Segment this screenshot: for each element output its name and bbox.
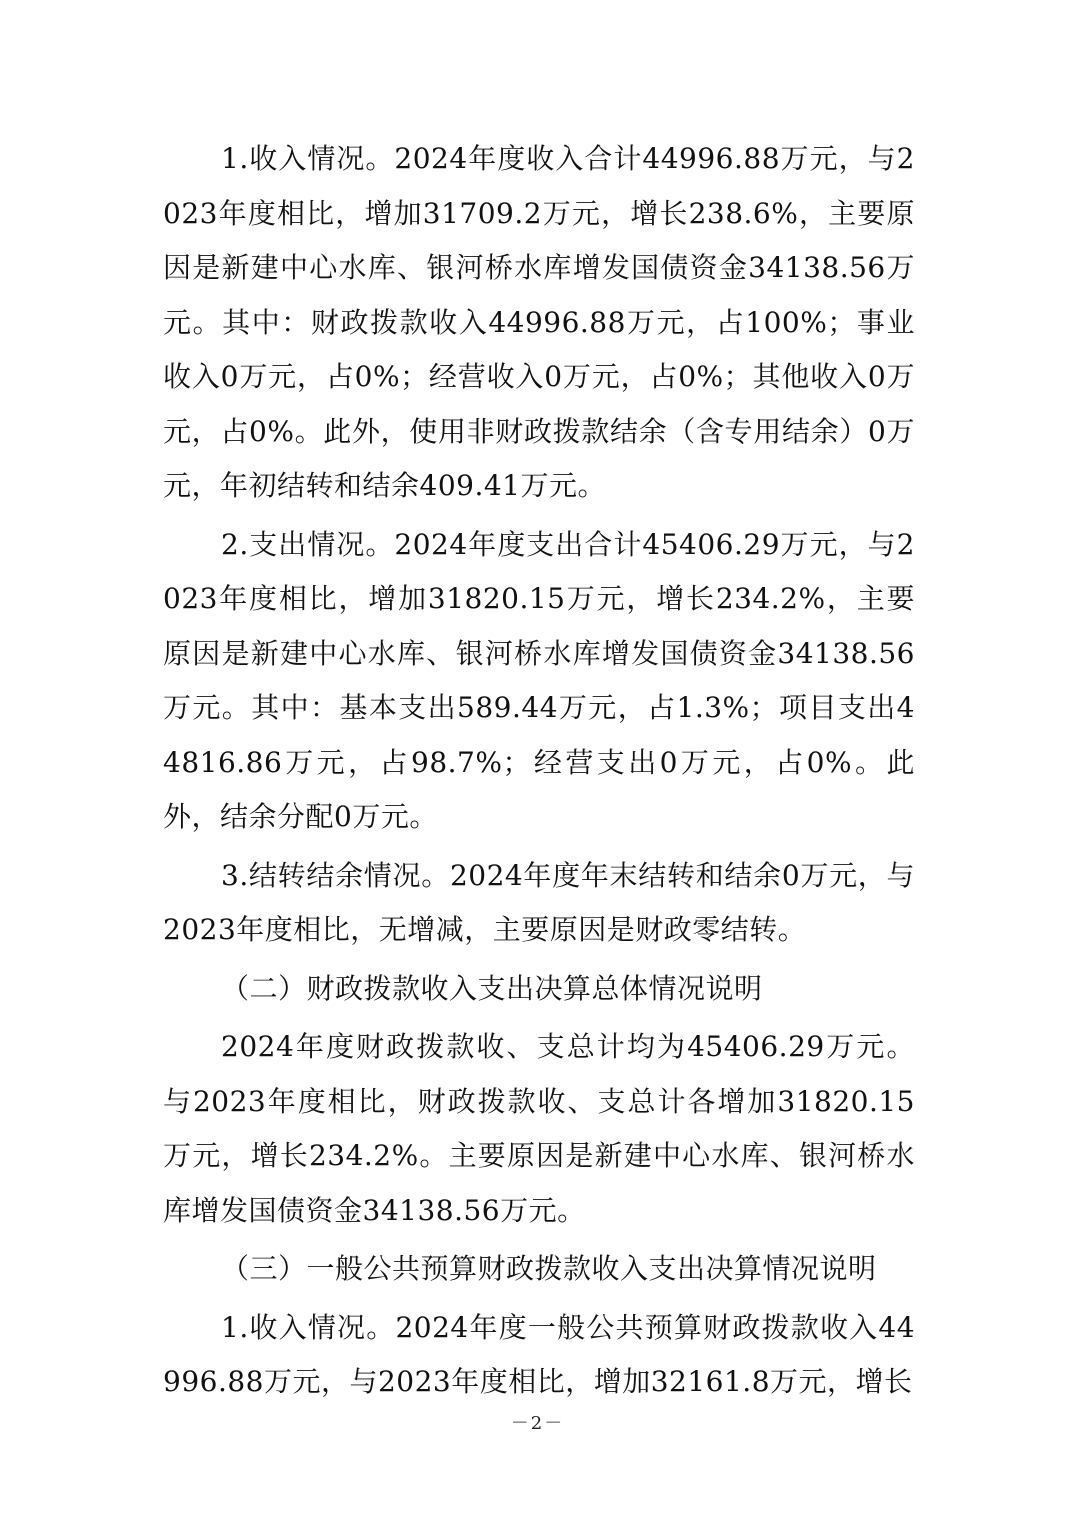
paragraph-lead: 2.支出情况。: [221, 527, 395, 561]
paragraph-lead: 3.结转结余情况。: [221, 858, 450, 892]
paragraph-text: 2024年度年末结转和结余0万元，与2023年度相比，无增减，主要原因是财政零结转。: [163, 858, 916, 946]
paragraph-text: 2024年度一般公共预算财政拨款收入44996.88万元，与2023年度相比，增加32161.8万元，增长: [163, 1310, 916, 1398]
paragraph-carryover: [163, 849, 915, 958]
paragraph-lead: 1.收入情况。: [221, 1310, 396, 1344]
document-body: [163, 132, 915, 1414]
paragraph-section3-income: [163, 1301, 915, 1410]
paragraph-expenditure: [163, 518, 915, 845]
section-heading-2: （二）财政拨款收入支出决算总体情况说明: [221, 971, 763, 1005]
page-number: －2－: [510, 1413, 565, 1434]
paragraph-text: 2024年度收入合计44996.88万元，与2023年度相比，增加31709.2万元，增长238.6%，主要原因是新建中心水库、银河桥水库增发国债资金34138.56万元。其中：财政拨款收入44996.88万元，占100%；事业收入0万元，占0%；经营收入0万元，占0%；其他收入0万元，占0%。此外，使用非财政拨款结余（含专用结余）0万元，年初结转和结余409.41万元。: [163, 142, 915, 502]
paragraph-lead: 1.收入情况。: [221, 142, 395, 175]
paragraph-section2: 2024年度财政拨款收、支总计均为45406.29万元。与2023年度相比，财政拨款收、支总计各增加31820.15万元，增长234.2%。主要原因是新建中心水库、银河桥水库增发国债资金34138.56万元。: [163, 1030, 915, 1227]
paragraph-income: [163, 132, 915, 514]
section-heading-3: （三）一般公共预算财政拨款收入支出决算情况说明: [221, 1252, 877, 1285]
paragraph-text: 2024年度支出合计45406.29万元，与2023年度相比，增加31820.15万元，增长234.2%，主要原因是新建中心水库、银河桥水库增发国债资金34138.56万元。其中：基本支出589.44万元，占1.3%；项目支出44816.86万元，占98.7%；经营支出0万元，占0%。此外，结余分配0万元。: [163, 527, 915, 833]
